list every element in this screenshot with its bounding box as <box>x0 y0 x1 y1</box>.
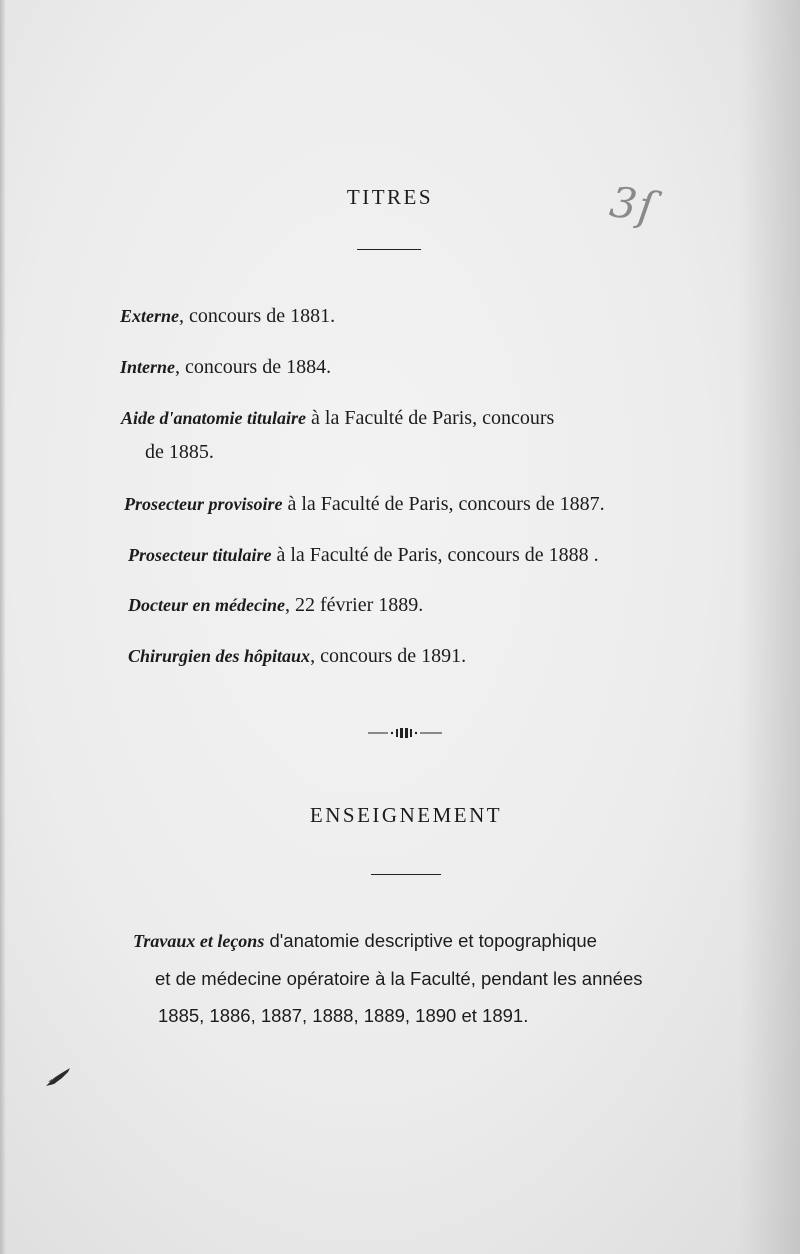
titre-detail: à la Faculté de Paris, concours de 1888 . <box>271 544 599 566</box>
titres-rule <box>357 249 421 250</box>
titre-detail: à la Faculté de Paris, concours de 1887. <box>282 493 605 515</box>
titre-label: Chirurgien des hôpitaux <box>128 646 311 666</box>
titre-detail: , concours de 1891. <box>310 645 467 667</box>
titre-label: Docteur en médecine <box>128 595 285 615</box>
titre-label: Aide d'anatomie titulaire <box>121 408 307 428</box>
handwritten-page-number: 3ſ <box>606 177 660 232</box>
titre-entry-aide-anatomie-continuation: de 1885. <box>145 441 214 463</box>
titre-entry-docteur <box>128 594 423 617</box>
titre-label: Prosecteur provisoire <box>124 494 283 514</box>
titre-label: Interne <box>120 357 176 377</box>
titres-heading: TITRES <box>346 185 434 209</box>
enseignement-rule <box>371 874 441 875</box>
titre-label: Prosecteur titulaire <box>128 545 272 565</box>
titre-entry-externe <box>120 305 335 328</box>
titre-entry-prosecteur-provisoire <box>124 493 605 516</box>
titre-detail: à la Faculté de Paris, concours <box>306 407 555 429</box>
titre-entry-chirurgien <box>128 645 466 668</box>
titre-detail: , concours de 1884. <box>175 356 332 378</box>
enseignement-text: d'anatomie descriptive et topographique <box>264 930 597 951</box>
ink-smudge <box>44 1066 72 1088</box>
titre-detail: , 22 février 1889. <box>284 594 424 616</box>
section-ornament <box>366 727 444 739</box>
titre-entry-aide-anatomie <box>121 407 554 430</box>
enseignement-line-1 <box>133 930 597 952</box>
titre-entry-prosecteur-titulaire <box>128 544 599 567</box>
enseignement-line-2: et de médecine opératoire à la Faculté, pendant les années <box>155 968 643 989</box>
titre-detail: , concours de 1881. <box>179 305 336 327</box>
titre-entry-interne <box>120 356 331 379</box>
titre-label: Externe <box>120 306 180 326</box>
enseignement-line-3: 1885, 1886, 1887, 1888, 1889, 1890 et 1891. <box>158 1005 529 1026</box>
enseignement-title: Travaux et leçons <box>133 931 265 951</box>
enseignement-heading: ENSEIGNEMENT <box>309 803 503 827</box>
